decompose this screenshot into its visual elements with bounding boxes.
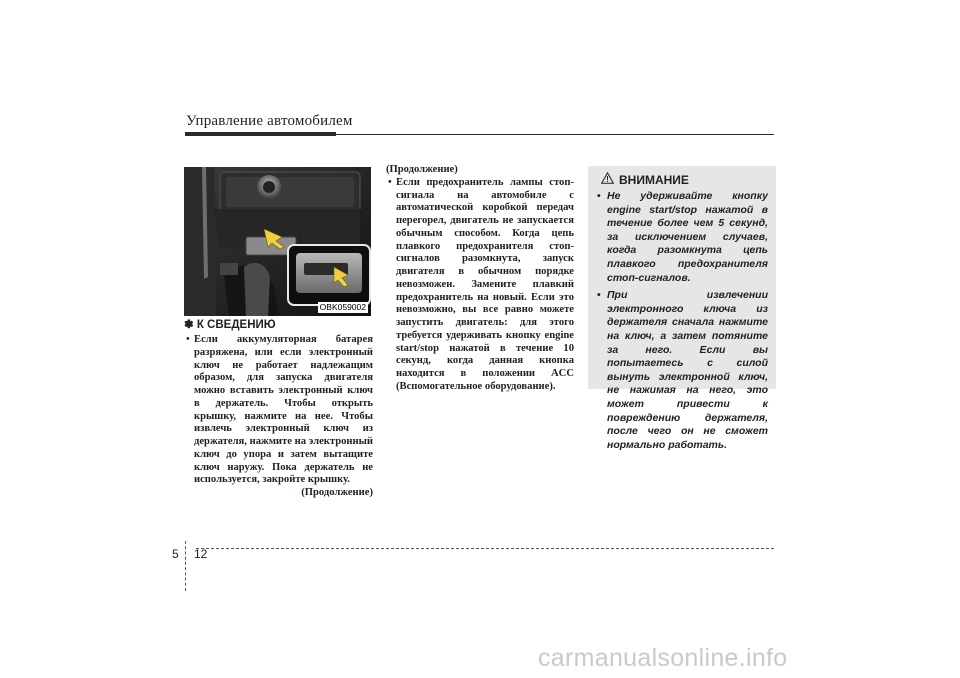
- header-rule-thick: [185, 132, 336, 136]
- notice-bullet-text: Если аккумуляторная батарея разряжена, или если электронный ключ не работает надлежащим образом, для запуска двигателя можно вставить электронный ключ в держатель. Чтобы открыть крышку, нажмите на нее. Чтобы извлечь электронный ключ из держателя, нажмите на электронный ключ до упора и затем вытащите ключ наружу. Пока держатель не используется, закройте крышку.: [194, 334, 373, 486]
- bullet-dot-icon: •: [597, 289, 601, 302]
- key-holder-photo: [184, 167, 371, 316]
- footer-rule-horizontal: [196, 548, 774, 549]
- notice-section: [184, 318, 373, 500]
- watermark-text: carmanualsonline.info: [538, 644, 788, 672]
- header-rule-thin: [336, 134, 774, 135]
- middle-bullet-text: Если предохранитель лампы стоп-сигнала на автомобиле с автоматической коробкой передач перегорел, двигатель не запускается обычным способом. Когда цепь плавкого предохранителя стоп-сигналов разомкнута, запуск двигателя в обычном порядке невозможен. Замените плавкий предохранитель на новый. Если это невозможно, вы все равно можете запустить двигатель: для этого требуется удерживать кнопку engine start/stop нажатой в течение 10 секунд, когда данная кнопка находится в положении ACC (Вспомогательное оборудование).: [396, 176, 574, 392]
- middle-bullet: [386, 177, 574, 394]
- warning-item-text: При извлечении электронного ключа из держателя сначала нажмите на ключ, а затем потяните за него. Если вы попытаетесь с силой вынуть электронной ключ, не нажимая на него, это может привести к повреждению держателя, после чего он не сможет нормально работать.: [607, 289, 768, 451]
- warning-triangle-icon: [601, 172, 614, 188]
- page-number: 12: [194, 547, 208, 561]
- notice-heading: ✽ К СВЕДЕНИЮ: [184, 319, 276, 331]
- page-header-title: Управление автомобилем: [186, 113, 353, 129]
- warning-heading: ВНИМАНИЕ: [619, 173, 689, 187]
- warning-item: [596, 289, 768, 452]
- warning-item-text: Не удерживайте кнопку engine start/stop нажатой в течение более чем 5 секунд, за исключением случаев, когда разомкнута цепь плавкого предохранителя стоп-сигналов.: [607, 190, 768, 284]
- middle-column: [386, 164, 574, 394]
- chapter-number: 5: [172, 547, 179, 561]
- bullet-dot-icon: •: [388, 176, 392, 188]
- warning-list: [596, 190, 768, 452]
- footer-rule-vertical: [185, 541, 186, 591]
- photo-code-label: OBK059002: [319, 302, 366, 312]
- notice-continued: (Продолжение): [301, 487, 373, 498]
- notice-bullet: [184, 334, 373, 487]
- bullet-dot-icon: •: [186, 334, 190, 345]
- key-holder-illustration: [184, 167, 371, 316]
- warning-item: [596, 190, 768, 285]
- warning-heading-row: [601, 172, 768, 188]
- warning-box: [588, 166, 776, 451]
- bullet-dot-icon: •: [597, 190, 601, 202]
- middle-continued: (Продолжение): [386, 164, 458, 175]
